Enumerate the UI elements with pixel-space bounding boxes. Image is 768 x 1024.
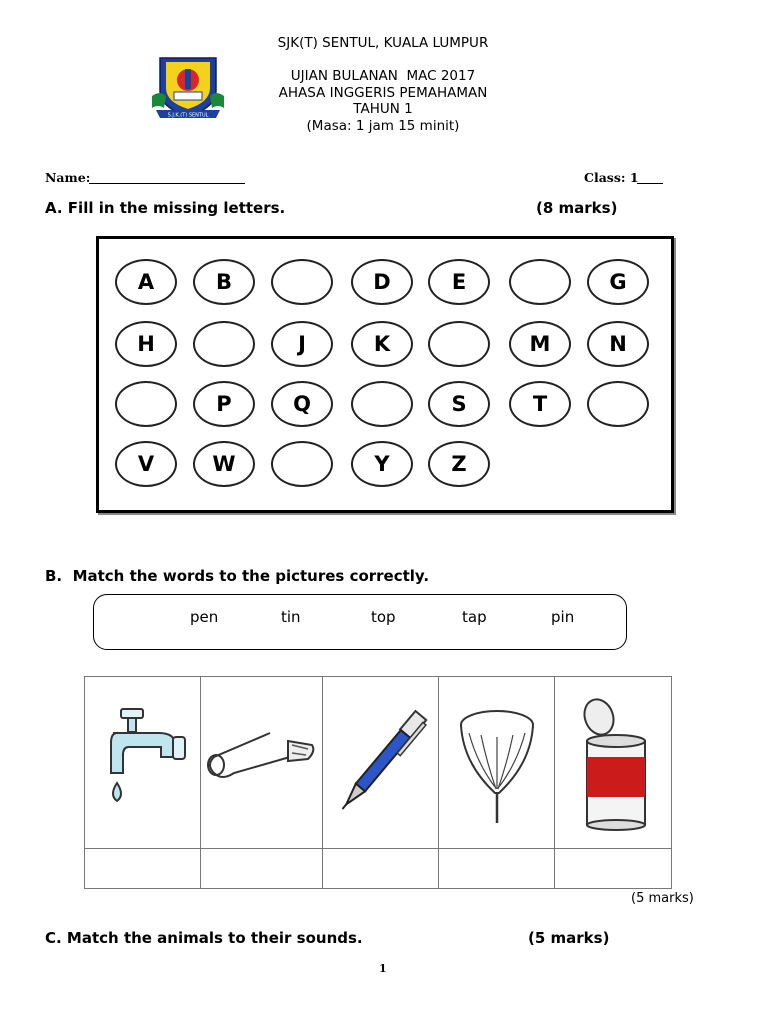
year-label: TAHUN 1 [353,101,413,117]
safety-pin-icon [204,693,320,833]
section-c-marks: (5 marks) [528,929,610,947]
letter-bubble: Y [351,441,413,487]
word-tap: tap [462,608,487,626]
picture-cell [439,677,555,849]
letter-bubble: T [509,381,571,427]
letter-bubble: A [115,259,177,305]
letter-bubble: P [193,381,255,427]
section-b-marks: (5 marks) [631,891,694,906]
blank-letter-bubble[interactable] [428,321,490,367]
word-tin: tin [281,608,301,626]
blank-letter-bubble[interactable] [509,259,571,305]
blank-letter-bubble[interactable] [115,381,177,427]
letter-bubble: H [115,321,177,367]
name-field[interactable] [89,183,245,184]
alphabet-grid [96,236,674,513]
picture-cell [201,677,323,849]
pen-icon [331,693,431,833]
blank-letter-bubble[interactable] [193,321,255,367]
answer-cell[interactable] [323,849,439,889]
tin-can-icon [563,693,663,833]
letter-bubble: K [351,321,413,367]
letter-bubble: Z [428,441,490,487]
word-pin: pin [551,608,575,626]
tap-icon [93,693,193,833]
letter-bubble: G [587,259,649,305]
exam-title: UJIAN BULANAN MAC 2017 [290,68,476,84]
time-label: (Masa: 1 jam 15 minit) [306,118,460,134]
answer-cell[interactable] [439,849,555,889]
svg-text:S.J.K.(T) SENTUL: S.J.K.(T) SENTUL [167,112,209,119]
word-top: top [371,608,396,626]
subject-title: AHASA INGGERIS PEMAHAMAN [278,85,488,101]
word-bank [93,594,627,650]
answer-cell[interactable] [555,849,672,889]
spinning-top-icon [447,693,547,833]
letter-bubble: V [115,441,177,487]
blank-letter-bubble[interactable] [587,381,649,427]
letter-bubble: S [428,381,490,427]
word-pen: pen [190,608,219,626]
letter-bubble: B [193,259,255,305]
blank-letter-bubble[interactable] [271,441,333,487]
section-a-marks: (8 marks) [536,199,618,217]
letter-bubble: J [271,321,333,367]
class-label: Class: 1 [584,170,639,185]
blank-letter-bubble[interactable] [351,381,413,427]
picture-cell [555,677,672,849]
section-a-title: A. Fill in the missing letters. [45,199,286,217]
answer-cell[interactable] [201,849,323,889]
section-c-title: C. Match the animals to their sounds. [45,929,363,947]
picture-cell [323,677,439,849]
letter-bubble: N [587,321,649,367]
blank-letter-bubble[interactable] [271,259,333,305]
class-field[interactable] [637,183,663,184]
letter-bubble: D [351,259,413,305]
school-name: SJK(T) SENTUL, KUALA LUMPUR [277,35,489,51]
letter-bubble: E [428,259,490,305]
picture-cell [85,677,201,849]
name-label: Name: [45,170,91,185]
letter-bubble: Q [271,381,333,427]
letter-bubble: M [509,321,571,367]
section-b-title: B. Match the words to the pictures correctly. [45,567,430,585]
answer-cell[interactable] [85,849,201,889]
picture-matching-table [84,676,672,889]
letter-bubble: W [193,441,255,487]
page-number: 1 [379,962,387,975]
